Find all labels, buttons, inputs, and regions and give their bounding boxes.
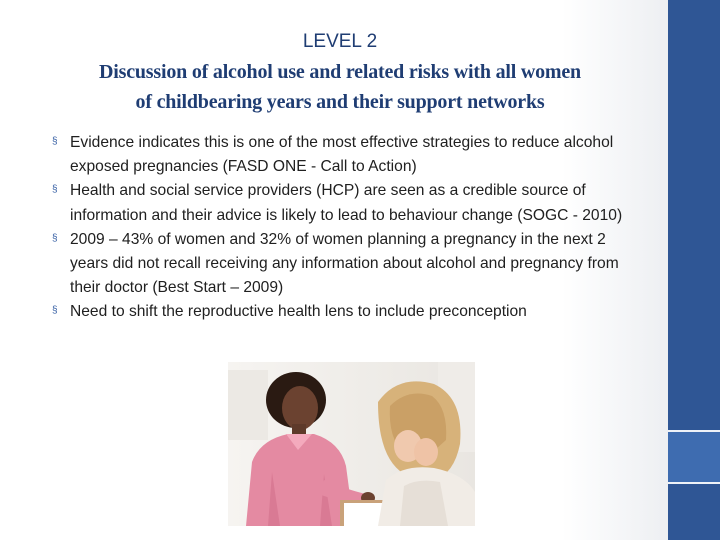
- bullet-marker-icon: §: [52, 136, 58, 147]
- bullet-item: [52, 300, 632, 324]
- title-line-3: of childbearing years and their support networks: [135, 91, 545, 113]
- bullet-item: [52, 131, 632, 179]
- bullet-text: Need to shift the reproductive health lens to include preconception: [70, 303, 527, 321]
- slide-title: [20, 27, 660, 117]
- bullet-marker-icon: §: [52, 184, 58, 196]
- consultation-photo-illustration: [228, 362, 475, 526]
- bullet-item: [52, 179, 632, 227]
- bullet-marker-icon: §: [52, 232, 58, 244]
- title-level: LEVEL 2: [302, 31, 378, 52]
- bullet-list: [52, 131, 632, 325]
- bullet-text: 2009 – 43% of women and 32% of women planning a pregnancy in the next 2 years did not recall receiving any information about alcohol and pregnancy from their doctor (Best Start – 2009): [70, 230, 619, 297]
- side-bar-accent: [668, 432, 720, 482]
- bullet-item: [52, 228, 632, 301]
- consultation-photo: [228, 362, 475, 526]
- bullet-marker-icon: §: [52, 305, 58, 317]
- bullet-text: Evidence indicates this is one of the most effective strategies to reduce alcohol exposed pregnancies (FASD ONE - Call to Action): [70, 134, 614, 176]
- bullet-text: Health and social service providers (HCP) are seen as a credible source of information and their advice is likely to lead to behaviour change (SOGC - 2010): [70, 182, 623, 224]
- side-bar-divider: [668, 482, 720, 484]
- title-line-2: Discussion of alcohol use and related risks with all women: [99, 61, 581, 83]
